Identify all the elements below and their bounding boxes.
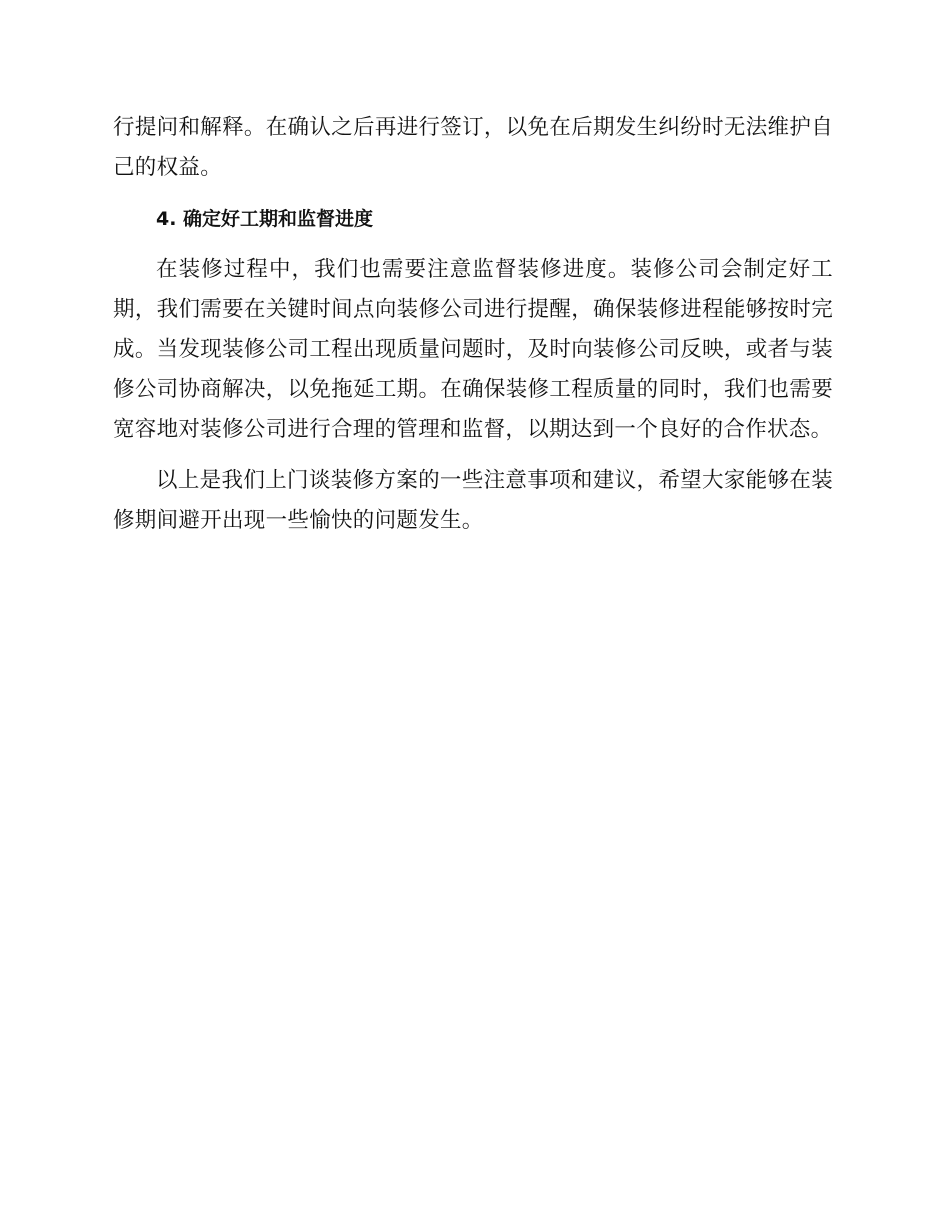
continuation-paragraph: 行提问和解释。在确认之后再进行签订，以免在后期发生纠纷时无法维护自己的权益。 <box>113 115 833 180</box>
section-heading: 4. 确定好工期和监督进度 <box>156 208 374 230</box>
closing-paragraph: 以上是我们上门谈装修方案的一些注意事项和建议，希望大家能够在装修期间避开出现一些愉快的问题发生。 <box>113 468 833 533</box>
document-page <box>113 108 833 541</box>
section-paragraph: 在装修过程中，我们也需要注意监督装修进度。装修公司会制定好工期，我们需要在关键时间点向装修公司进行提醒，确保装修进程能够按时完成。当发现装修公司工程出现质量问题时，及时向装修公司反映，或者与装修公司协商解决，以免拖延工期。在确保装修工程质量的同时，我们也需要宽容地对装修公司进行合理的管理和监督，以期达到一个良好的合作状态。 <box>113 257 833 442</box>
